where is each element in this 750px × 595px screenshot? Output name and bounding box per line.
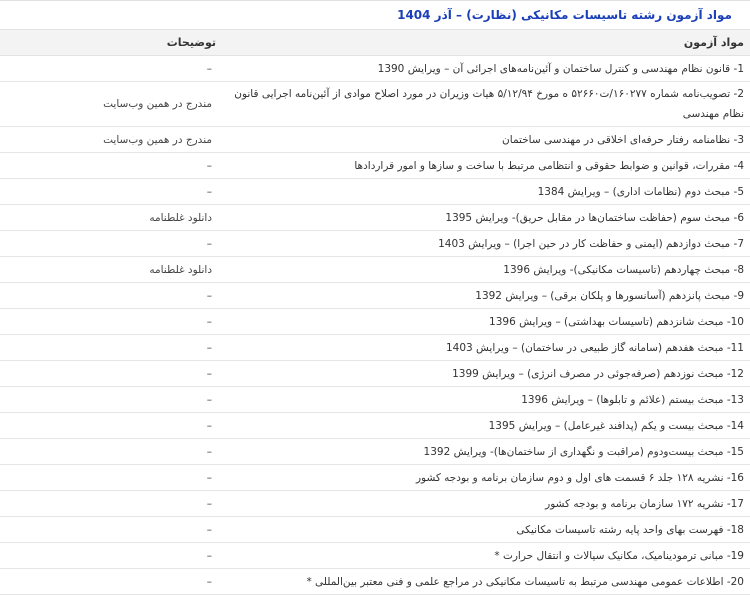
exam-item: 20- اطلاعات عمومی مهندسی مرتبط به تاسیسات مکانیکی در مراجع علمی و فنی معتبر بین‌المللی * <box>222 569 750 595</box>
exam-item: 16- نشریه ۱۲۸ جلد ۶ قسمت های اول و دوم سازمان برنامه و بودجه کشور <box>222 465 750 491</box>
exam-item: 8- مبحث چهاردهم (تاسیسات مکانیکی)- ویرایش 1396 <box>222 257 750 283</box>
exam-item-note <box>0 413 222 439</box>
table-row <box>0 309 750 335</box>
note-text: دانلود غلطنامه <box>149 263 212 276</box>
table-row <box>0 543 750 569</box>
note-text: – <box>206 523 212 536</box>
note-text: – <box>206 419 212 432</box>
note-text: مندرج در همین وب‌سایت <box>103 133 212 146</box>
table-row <box>0 179 750 205</box>
exam-item-note <box>0 309 222 335</box>
note-text: مندرج در همین وب‌سایت <box>103 98 212 110</box>
table-row <box>0 361 750 387</box>
header-notes: توضیحات <box>0 30 222 56</box>
note-text: – <box>206 289 212 302</box>
exam-item: 17- نشریه ۱۷۲ سازمان برنامه و بودجه کشور <box>222 491 750 517</box>
exam-item: 6- مبحث سوم (حفاظت ساختمان‌ها در مقابل حریق)- ویرایش 1395 <box>222 205 750 231</box>
exam-item: 5- مبحث دوم (نظامات اداری) – ویرایش 1384 <box>222 179 750 205</box>
table-row <box>0 56 750 82</box>
note-text: – <box>206 159 212 172</box>
note-text: – <box>206 315 212 328</box>
exam-item: 12- مبحث نوزدهم (صرفه‌جوئی در مصرف انرژی) – ویرایش 1399 <box>222 361 750 387</box>
exam-item-note <box>0 439 222 465</box>
exam-item-note <box>0 543 222 569</box>
table-row <box>0 387 750 413</box>
exam-item: 15- مبحث بیست‌ودوم (مراقبت و نگهداری از ساختمان‌ها)- ویرایش 1392 <box>222 439 750 465</box>
table-row <box>0 517 750 543</box>
note-text: – <box>206 367 212 380</box>
exam-item-note <box>0 335 222 361</box>
exam-item-note <box>0 361 222 387</box>
exam-item: 9- مبحث پانزدهم (آسانسورها و پلکان برقی) – ویرایش 1392 <box>222 283 750 309</box>
exam-item: 14- مبحث بیست و یکم (پدافند غیرعامل) – ویرایش 1395 <box>222 413 750 439</box>
exam-materials-table <box>0 29 750 595</box>
note-text: – <box>206 393 212 406</box>
exam-item-note <box>0 257 222 283</box>
note-text: – <box>206 575 212 588</box>
exam-item: 13- مبحث بیستم (علائم و تابلوها) – ویرایش 1396 <box>222 387 750 413</box>
note-text: – <box>206 497 212 510</box>
table-row <box>0 283 750 309</box>
exam-item: 18- فهرست بهای واحد پایه رشته تاسیسات مکانیکی <box>222 517 750 543</box>
exam-item: 7- مبحث دوازدهم (ایمنی و حفاظت کار در حین اجرا) – ویرایش 1403 <box>222 231 750 257</box>
table-header-row <box>0 30 750 56</box>
table-row <box>0 231 750 257</box>
exam-item: 3- نظامنامه رفتار حرفه‌ای اخلاقی در مهندسی ساختمان <box>222 127 750 153</box>
exam-item-note <box>0 517 222 543</box>
table-row <box>0 153 750 179</box>
table-row <box>0 491 750 517</box>
exam-item-note <box>0 387 222 413</box>
exam-item-note <box>0 283 222 309</box>
exam-item-note <box>0 231 222 257</box>
exam-item: 1- قانون نظام مهندسی و کنترل ساختمان و آئین‌نامه‌های اجرائی آن – ویرایش 1390 <box>222 56 750 82</box>
note-text: – <box>206 445 212 458</box>
exam-item: 10- مبحث شانزدهم (تاسیسات بهداشتی) – ویرایش 1396 <box>222 309 750 335</box>
exam-item-note <box>0 465 222 491</box>
exam-item-note <box>0 127 222 153</box>
note-text: – <box>206 185 212 198</box>
exam-item: 4- مقررات، قوانین و ضوابط حقوقی و انتظامی مرتبط با ساخت و سازها و امور قراردادها <box>222 153 750 179</box>
exam-item-note <box>0 82 222 127</box>
note-text: دانلود غلطنامه <box>149 211 212 224</box>
table-row <box>0 413 750 439</box>
table-row <box>0 465 750 491</box>
header-exam-materials: مواد آزمون <box>222 30 750 56</box>
exam-item-note <box>0 569 222 595</box>
exam-item-note <box>0 56 222 82</box>
table-row <box>0 439 750 465</box>
exam-item: 11- مبحث هفدهم (سامانه گاز طبیعی در ساختمان) – ویرایش 1403 <box>222 335 750 361</box>
note-text: – <box>206 237 212 250</box>
exam-item-note <box>0 205 222 231</box>
exam-item: 19- مبانی ترمودینامیک، مکانیک سیالات و انتقال حرارت * <box>222 543 750 569</box>
exam-item-note <box>0 179 222 205</box>
exam-item-note <box>0 153 222 179</box>
table-row <box>0 257 750 283</box>
table-caption: مواد آزمون رشته تاسیسات مکانیکی (نظارت) – آذر 1404 <box>0 0 750 29</box>
exam-item: 2- تصویب‌نامه شماره ۱۶۰۲۷۷/ت۵۲۶۶۰ ه مورخ ۵/۱۲/۹۴ هیات وزیران در مورد اصلاح موادی از آئین‌نامه اجرایی قانون نظام مهندسی <box>222 82 750 127</box>
table-row <box>0 205 750 231</box>
note-text: – <box>206 341 212 354</box>
note-text: – <box>206 62 212 75</box>
note-text: – <box>206 471 212 484</box>
table-row <box>0 127 750 153</box>
table-row <box>0 82 750 127</box>
exam-item-note <box>0 491 222 517</box>
table-row <box>0 569 750 595</box>
table-row <box>0 335 750 361</box>
note-text: – <box>206 549 212 562</box>
